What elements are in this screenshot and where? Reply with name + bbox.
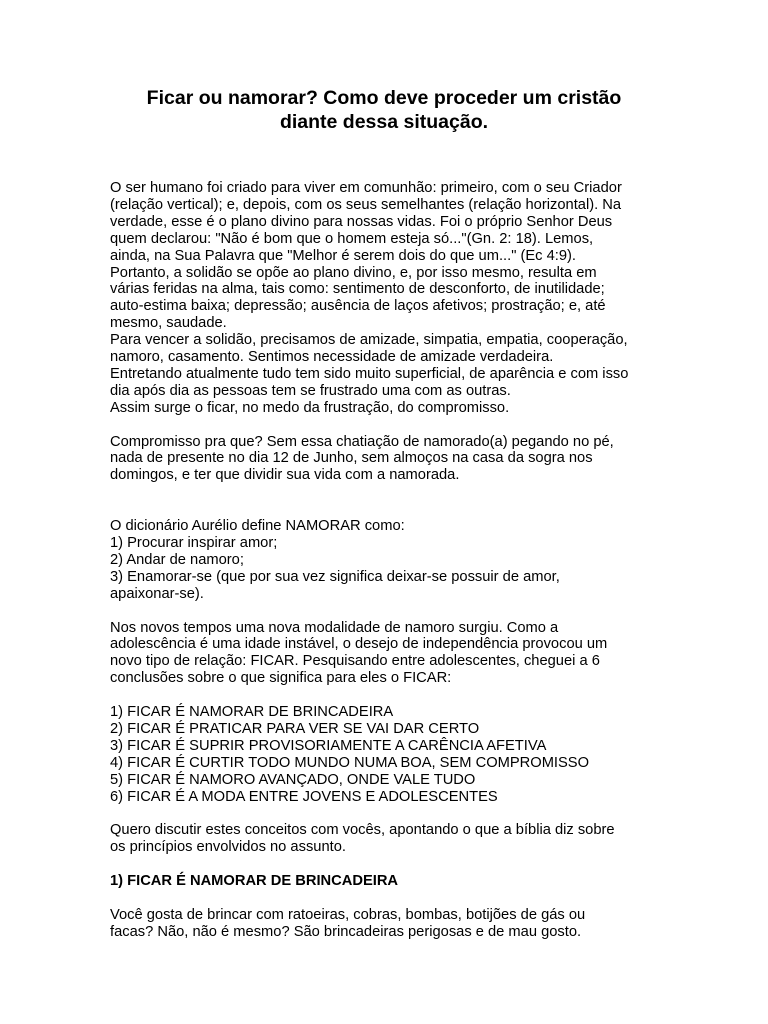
text-line: Você gosta de brincar com ratoeiras, cobras, bombas, botijões de gás ou [110, 906, 586, 923]
text-line: Quero discutir estes conceitos com vocês, apontando o que a bíblia diz sobre [110, 822, 615, 839]
list-item: 6) FICAR É A MODA ENTRE JOVENS E ADOLESCENTES [110, 788, 498, 805]
text-line: várias feridas na alma, tais como: sentimento de desconforto, de inutilidade; [110, 281, 605, 298]
dicionario-paragraph [110, 518, 670, 603]
text-line: nada de presente no dia 12 de Junho, sem almoços na casa da sogra nos [110, 450, 593, 467]
novos-tempos-paragraph [110, 620, 670, 688]
title-line: Ficar ou namorar? Como deve proceder um cristão [146, 87, 622, 109]
text-line: auto-estima baixa; depressão; ausência de laços afetivos; prostração; e, até [110, 298, 606, 315]
list-item: 3) FICAR É SUPRIR PROVISORIAMENTE A CARÊNCIA AFETIVA [110, 737, 547, 754]
text-line: Para vencer a solidão, precisamos de amizade, simpatia, empatia, cooperação, [110, 332, 628, 349]
text-line: Entretando atualmente tudo tem sido muito superficial, de aparência e com isso [110, 365, 629, 382]
text-line: adolescência é uma idade instável, o desejo de independência provocou um [110, 636, 608, 653]
list-item: 2) FICAR É PRATICAR PARA VER SE VAI DAR CERTO [110, 720, 480, 737]
text-line: namoro, casamento. Sentimos necessidade de amizade verdadeira. [110, 349, 554, 366]
text-line: novo tipo de relação: FICAR. Pesquisando entre adolescentes, cheguei a 6 [110, 653, 600, 670]
text-line: 3) Enamorar-se (que por sua vez significa deixar-se possuir de amor, [110, 568, 560, 585]
text-line: 1) Procurar inspirar amor; [110, 535, 278, 551]
text-line: Portanto, a solidão se opõe ao plano divino, e, por isso mesmo, resulta em [110, 264, 597, 281]
text-line: Nos novos tempos uma nova modalidade de namoro surgiu. Como a [110, 619, 559, 636]
text-line: O ser humano foi criado para viver em comunhão: primeiro, com o seu Criador [110, 180, 622, 196]
text-line: Compromisso pra que? Sem essa chatiação de namorado(a) pegando no pé, [110, 433, 614, 450]
list-item: 4) FICAR É CURTIR TODO MUNDO NUMA BOA, SEM COMPROMISSO [110, 754, 590, 771]
list-item: 5) FICAR É NAMORO AVANÇADO, ONDE VALE TUDO [110, 771, 476, 788]
text-line: ainda, na Sua Palavra que "Melhor é serem dois do que um..." (Ec 4:9). [110, 247, 576, 264]
text-line: dia após dia as pessoas tem se frustrado uma com as outras. [110, 382, 511, 399]
section-heading: 1) FICAR É NAMORAR DE BRINCADEIRA [110, 873, 399, 890]
compromisso-paragraph [110, 434, 670, 485]
quero-paragraph [110, 822, 670, 856]
text-line: apaixonar-se). [110, 585, 204, 602]
text-line: conclusões sobre o que significa para eles o FICAR: [110, 670, 452, 687]
list-item: 1) FICAR É NAMORAR DE BRINCADEIRA [110, 704, 394, 721]
text-line: quem declarou: "Não é bom que o homem esteja só..."(Gn. 2: 18). Lemos, [110, 230, 594, 247]
document-body [110, 180, 670, 941]
intro-paragraph [110, 180, 670, 417]
document-title [110, 86, 658, 134]
brincar-paragraph [110, 907, 670, 941]
text-line: (relação vertical); e, depois, com os seus semelhantes (relação horizontal). Na [110, 196, 622, 213]
conclusoes-list [110, 704, 670, 805]
text-line: verdade, esse é o plano divino para nossas vidas. Foi o próprio Senhor Deus [110, 213, 613, 230]
title-line: diante dessa situação. [279, 111, 489, 133]
text-line: Assim surge o ficar, no medo da frustração, do compromisso. [110, 399, 510, 416]
text-line: 2) Andar de namoro; [110, 551, 244, 568]
text-line: mesmo, saudade. [110, 315, 227, 332]
text-line: facas? Não, não é mesmo? São brincadeiras perigosas e de mau gosto. [110, 923, 582, 940]
text-line: O dicionário Aurélio define NAMORAR como: [110, 518, 405, 535]
text-line: domingos, e ter que dividir sua vida com a namorada. [110, 467, 460, 484]
text-line: os princípios envolvidos no assunto. [110, 839, 346, 856]
